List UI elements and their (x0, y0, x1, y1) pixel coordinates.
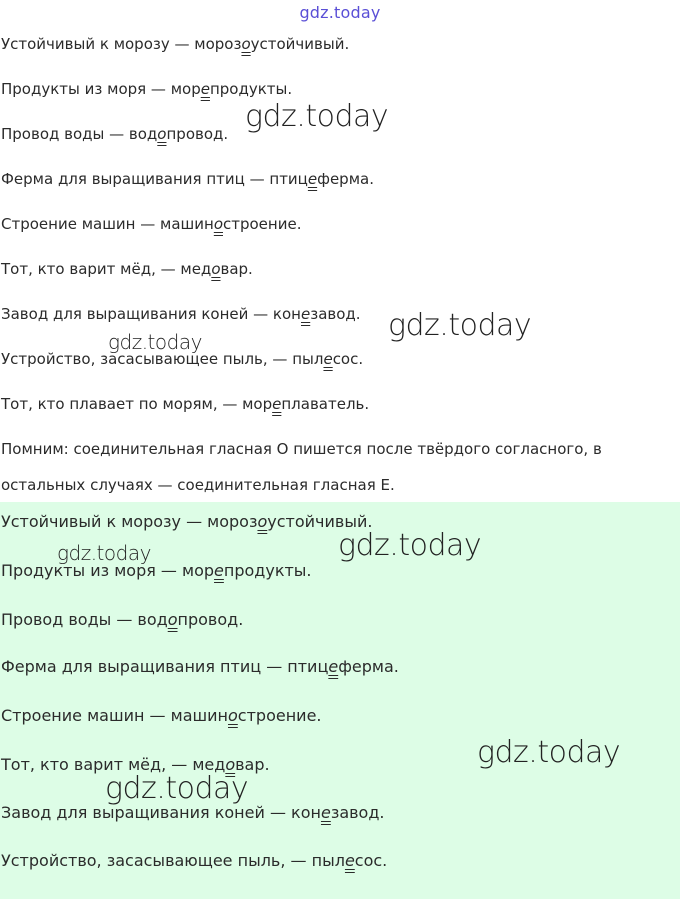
header-watermark: gdz.today (299, 3, 381, 22)
text-line: Устройство, засасывающее пыль, — пылесос. (1, 851, 388, 870)
connecting-vowel: е (328, 657, 339, 676)
connecting-vowel: о (213, 215, 223, 233)
text-line: Тот, кто варит мёд, — медовар. (1, 260, 253, 278)
connecting-vowel: о (167, 610, 178, 629)
watermark: gdz.today (388, 308, 532, 343)
connecting-vowel: о (225, 755, 236, 774)
text-line: Провод воды — водопровод. (1, 610, 244, 629)
connecting-vowel: о (157, 125, 167, 143)
text-line: Тот, кто плавает по морям, — мореплаватель. (1, 395, 370, 413)
connecting-vowel: е (200, 80, 210, 98)
text-line: Строение машин — машиностроение. (1, 215, 302, 233)
rule-text: остальных случаях — соединительная гласная Е. (1, 476, 395, 494)
watermark: gdz.today (105, 771, 249, 806)
text-line: Ферма для выращивания птиц — птицеферма. (1, 657, 399, 676)
connecting-vowel: е (307, 170, 318, 188)
connecting-vowel: о (228, 706, 238, 725)
connecting-vowel: е (272, 395, 282, 413)
text-line: Строение машин — машиностроение. (1, 706, 322, 725)
connecting-vowel: е (214, 561, 224, 580)
connecting-vowel: е (323, 350, 333, 368)
connecting-vowel: е (320, 803, 331, 822)
connecting-vowel: о (257, 512, 268, 531)
text-line: Устройство, засасывающее пыль, — пылесос. (1, 350, 364, 368)
text-line: Устойчивый к морозу — морозоустойчивый. (1, 35, 350, 53)
text-line: Продукты из моря — морепродукты. (1, 80, 293, 98)
text-line: Завод для выращивания коней — конезавод. (1, 803, 385, 822)
text-line: Провод воды — водопровод. (1, 125, 229, 143)
text-line: Тот, кто варит мёд, — медовар. (1, 755, 270, 774)
text-line: Завод для выращивания коней — конезавод. (1, 305, 361, 323)
text-line: Ферма для выращивания птиц — птицеферма. (1, 170, 374, 188)
watermark: gdz.today (245, 99, 389, 134)
watermark: gdz.today (108, 330, 202, 354)
watermark: gdz.today (477, 735, 621, 770)
rule-text: Помним: соединительная гласная О пишется после твёрдого согласного, в (1, 440, 602, 458)
connecting-vowel: о (241, 35, 251, 53)
connecting-vowel: е (344, 851, 355, 870)
connecting-vowel: е (300, 305, 311, 323)
text-line: Устойчивый к морозу — морозоустойчивый. (1, 512, 373, 531)
watermark: gdz.today (57, 541, 151, 565)
connecting-vowel: о (211, 260, 221, 278)
text-line: Продукты из моря — морепродукты. (1, 561, 312, 580)
watermark: gdz.today (338, 528, 482, 563)
